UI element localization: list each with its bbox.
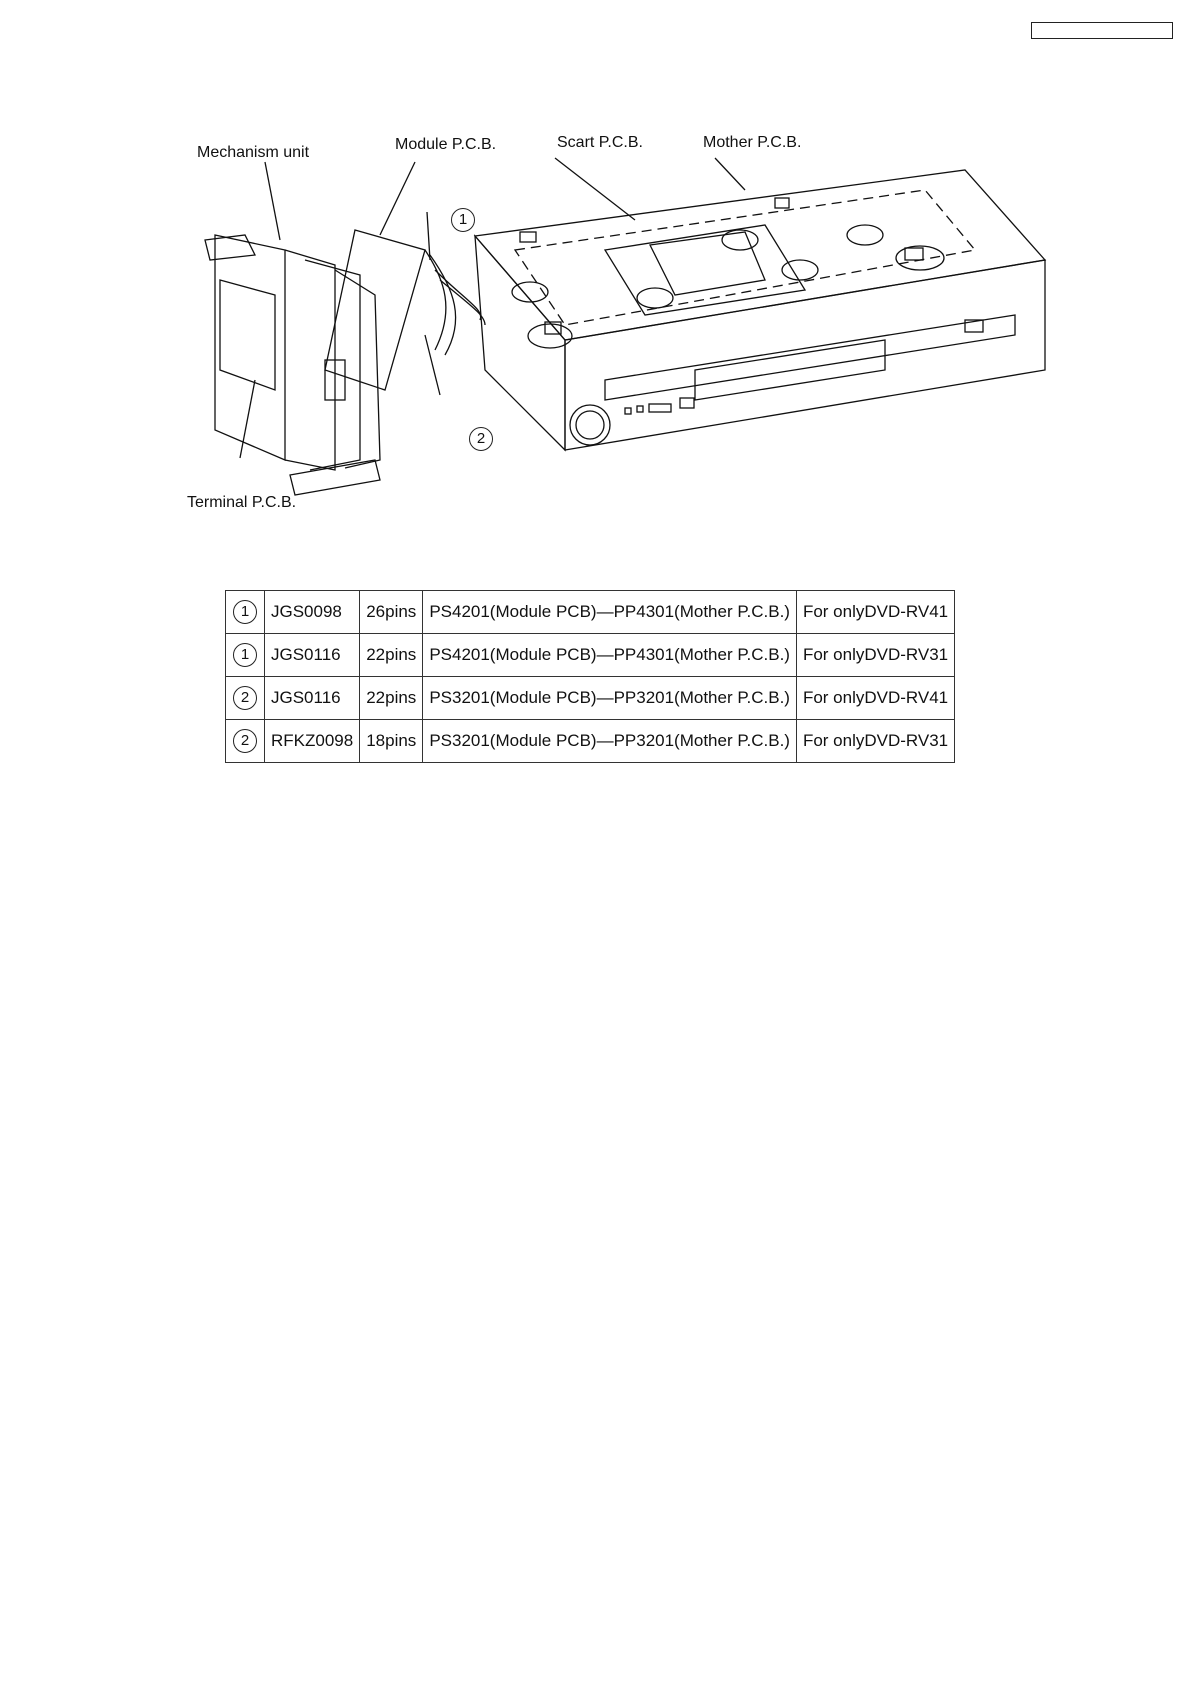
part-number: RFKZ0098 <box>265 720 360 763</box>
document-code-box <box>1031 22 1173 39</box>
mother-pcb-outline <box>515 190 975 325</box>
callout-2: 2 <box>469 427 493 451</box>
scart-pcb-label: Scart P.C.B. <box>557 134 643 151</box>
chassis-left-side <box>475 236 565 450</box>
table-row <box>226 720 955 763</box>
chassis-front <box>565 260 1045 450</box>
connection-path: PS3201(Module PCB)—PP3201(Mother P.C.B.) <box>423 677 797 720</box>
chassis-top <box>475 170 1045 340</box>
scart-pcb-outline <box>605 225 805 315</box>
mother-pcb-label: Mother P.C.B. <box>703 134 802 151</box>
table-row <box>226 591 955 634</box>
row-callout: 2 <box>233 686 257 710</box>
part-number: JGS0098 <box>265 591 360 634</box>
pin-count: 22pins <box>360 634 423 677</box>
exploded-view-figure <box>185 134 1055 520</box>
connection-path: PS3201(Module PCB)—PP3201(Mother P.C.B.) <box>423 720 797 763</box>
mechanism-unit-label: Mechanism unit <box>197 144 310 161</box>
model-note: For onlyDVD-RV41 <box>796 677 954 720</box>
callout-1: 1 <box>451 208 475 232</box>
row-callout: 1 <box>233 600 257 624</box>
exploded-view-drawing <box>185 140 1055 520</box>
module-pcb-label: Module P.C.B. <box>395 136 497 153</box>
pin-count: 18pins <box>360 720 423 763</box>
table-row <box>226 634 955 677</box>
model-note: For onlyDVD-RV41 <box>796 591 954 634</box>
terminal-pcb-label: Terminal P.C.B. <box>187 494 297 511</box>
row-callout: 1 <box>233 643 257 667</box>
row-callout: 2 <box>233 729 257 753</box>
model-note: For onlyDVD-RV31 <box>796 720 954 763</box>
part-number: JGS0116 <box>265 677 360 720</box>
table-row <box>226 677 955 720</box>
pin-count: 22pins <box>360 677 423 720</box>
part-number: JGS0116 <box>265 634 360 677</box>
connector-table <box>225 590 955 763</box>
model-note: For onlyDVD-RV31 <box>796 634 954 677</box>
pin-count: 26pins <box>360 591 423 634</box>
connection-path: PS4201(Module PCB)—PP4301(Mother P.C.B.) <box>423 634 797 677</box>
connection-path: PS4201(Module PCB)—PP4301(Mother P.C.B.) <box>423 591 797 634</box>
